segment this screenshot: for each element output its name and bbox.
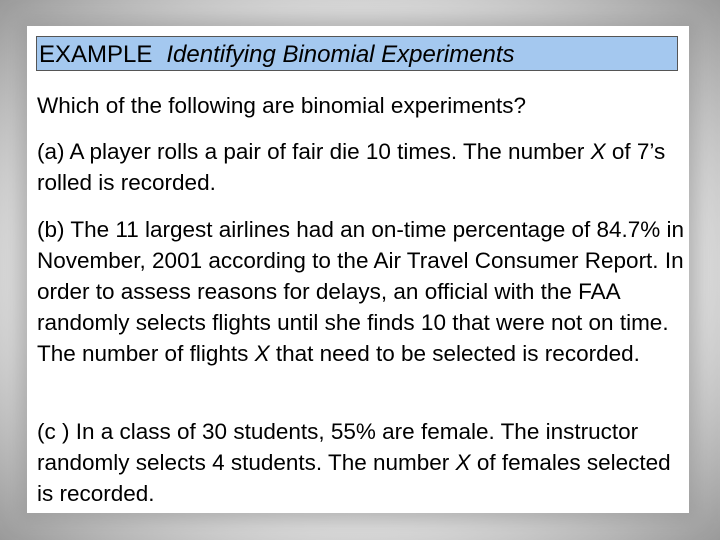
slide-title xyxy=(39,41,515,69)
part-a-variable: X xyxy=(590,139,606,164)
part-c-variable: X xyxy=(455,450,471,475)
title-label: EXAMPLE xyxy=(39,41,153,68)
part-c-text xyxy=(37,416,687,509)
part-a-text xyxy=(37,136,687,198)
part-a-after: of 7’s rolled is recorded. xyxy=(37,139,666,195)
part-a-before: (a) A player rolls a pair of fair die 10 times. The number xyxy=(37,139,591,164)
part-c-after: of females selected is recorded. xyxy=(37,450,671,506)
part-b-text xyxy=(37,214,687,369)
part-b-before: (b) The 11 largest airlines had an on-time percentage of 84.7% in November, 2001 according to the Air Travel Consumer Report. In order to assess reasons for delays, an official with the FAA randomly selects flights until she finds 10 that were not on time. The number of flights xyxy=(37,217,685,366)
title-bar xyxy=(36,36,678,71)
question-text: Which of the following are binomial experiments? xyxy=(37,93,526,118)
part-c-before: (c ) In a class of 30 students, 55% are female. The instructor randomly selects 4 students. The number xyxy=(37,419,639,475)
part-b-variable: X xyxy=(254,341,270,366)
part-b-after: that need to be selected is recorded. xyxy=(269,341,640,366)
slide xyxy=(27,26,689,513)
title-topic: Identifying Binomial Experiments xyxy=(166,41,515,68)
